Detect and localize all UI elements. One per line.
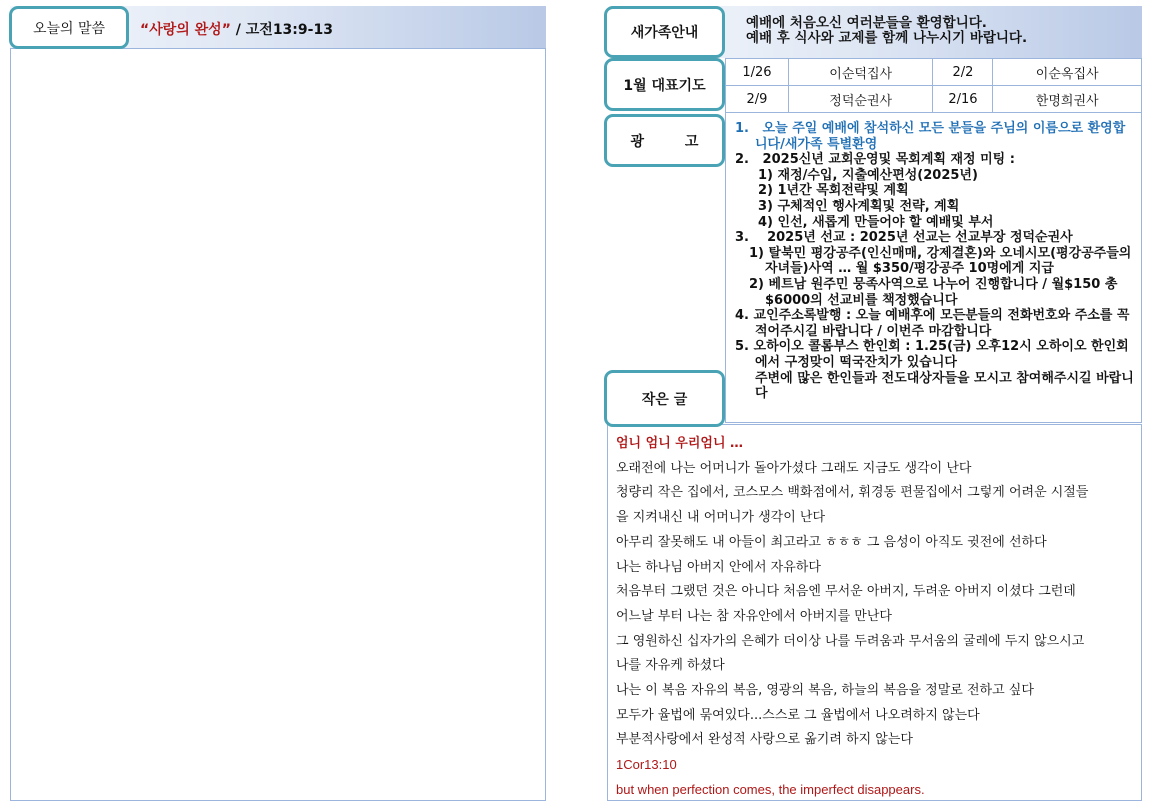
announcement-item-5-extra: 주변에 많은 한인들과 전도대상자들을 모시고 참여해주시길 바랍니다 xyxy=(755,370,1134,402)
prayer-name: 이순덕집사 xyxy=(788,59,933,86)
prayer-schedule-table xyxy=(725,58,1142,113)
announcements-label: 광 고 xyxy=(604,114,725,167)
prayer-date: 1/26 xyxy=(726,59,789,86)
prayer-date: 2/2 xyxy=(933,59,993,86)
essay-line: 청량리 작은 집에서, 코스모스 백화점에서, 휘경동 편물집에서 그렇게 어려운 시절들 xyxy=(616,485,1089,501)
table-row xyxy=(726,59,1142,86)
announcement-item-2-sub: 2) 1년간 목회전략및 계획 xyxy=(758,183,909,199)
prayer-label: 1월 대표기도 xyxy=(604,58,725,111)
table-row xyxy=(726,86,1142,113)
announcement-item-2-sub: 4) 인선, 새롭게 만들어야 할 예배및 부서 xyxy=(758,214,994,230)
announcement-item-3-sub: 2) 베트남 원주민 뭉족사역으로 나누어 진행합니다 / 월$150 총 $6000의 선교비를 책정했습니다 xyxy=(749,276,1118,308)
essay-line: 나를 자유케 하셨다 xyxy=(616,658,725,674)
essay-body xyxy=(616,432,1136,803)
essay-line: 나는 이 복음 자유의 복음, 영광의 복음, 하늘의 복음을 정말로 전하고 싶다 xyxy=(616,683,1034,699)
essay-title: 엄니 엄니 우리엄니 … xyxy=(616,436,744,451)
announcement-item-2-sub: 3) 구체적인 행사계획및 전략, 계획 xyxy=(758,198,960,214)
prayer-date: 2/16 xyxy=(933,86,993,113)
essay-line: 어느날 부터 나는 참 자유안에서 아버지를 만난다 xyxy=(616,608,892,624)
sermon-title-ref: / 고전13:9-13 xyxy=(230,22,333,38)
essay-line: 을 지켜내신 내 어머니가 생각이 난다 xyxy=(616,510,826,526)
announcement-item-1: 1. 오늘 주일 예배에 참석하신 모든 분들을 주님의 이름으로 환영합니다/새가족 특별환영 xyxy=(735,121,1126,152)
family-label: 새가족안내 xyxy=(604,6,725,58)
prayer-name: 한명희권사 xyxy=(993,86,1142,113)
essay-verse-reference: 1Cor13:10 xyxy=(616,757,677,773)
essay-label: 작은 글 xyxy=(604,370,725,427)
essay-line: 아무리 잘못해도 내 아들이 최고라고 ㅎㅎㅎ 그 음성이 아직도 귓전에 선하다 xyxy=(616,534,1047,550)
sermon-title xyxy=(140,19,333,39)
sermon-label: 오늘의 말씀 xyxy=(9,6,129,49)
prayer-name: 정덕순권사 xyxy=(788,86,933,113)
essay-line: 처음부터 그랬던 것은 아니다 처음엔 무서운 아버지, 두려운 아버지 이셨다 그런데 xyxy=(616,584,1076,600)
sermon-title-quote: “사랑의 완성” xyxy=(140,22,231,38)
announcement-item-3-sub: 1) 탈북민 평강공주(인신매매, 강제결혼)와 오네시모(평강공주들의 자녀들)사역 … 월 $350/평강공주 10명에게 지급 xyxy=(749,245,1132,277)
announcement-item-4: 4. 교인주소록발행 : 오늘 예배후에 모든분들의 전화번호와 주소를 꼭 적어주시길 바랍니다 / 이번주 마감합니다 xyxy=(735,308,1130,339)
family-welcome-text xyxy=(746,16,1027,46)
announcement-item-2: 2. 2025신년 교회운영및 목회계획 재정 미팅 : xyxy=(735,152,1015,168)
announcement-item-5: 5. 오하이오 콜롬부스 한인회 : 1.25(금) 오후12시 오하이오 한인회에서 구정맞이 떡국잔치가 있습니다 xyxy=(735,339,1129,370)
essay-verse-text: but when perfection comes, the imperfect disappears. xyxy=(616,781,925,797)
essay-line: 오래전에 나는 어머니가 돌아가셨다 그래도 지금도 생각이 난다 xyxy=(616,460,972,476)
announcement-item-3: 3. 2025년 선교 : 2025년 선교는 선교부장 정덕순권사 xyxy=(735,230,1073,246)
essay-line: 모두가 율법에 묶여있다...스스로 그 율법에서 나오려하지 않는다 xyxy=(616,707,980,723)
family-welcome-line-2: 예배 후 식사와 교제를 함께 나누시기 바랍니다. xyxy=(746,30,1028,46)
sermon-content-panel xyxy=(10,48,546,801)
essay-line: 나는 하나님 아버지 안에서 자유하다 xyxy=(616,559,821,575)
essay-line: 부분적사랑에서 완성적 사랑으로 옮기려 하지 않는다 xyxy=(616,732,913,748)
prayer-date: 2/9 xyxy=(726,86,789,113)
announcement-item-2-sub: 1) 재정/수입, 지출예산편성(2025년) xyxy=(758,167,978,183)
announcements-list xyxy=(735,121,1135,402)
essay-line: 그 영원하신 십자가의 은혜가 더이상 나를 두려움과 무서움의 굴레에 두지 않으시고 xyxy=(616,633,1085,649)
prayer-name: 이순옥집사 xyxy=(993,59,1142,86)
family-welcome-line-1: 예배에 처음오신 여러분들을 환영합니다. xyxy=(746,15,987,31)
